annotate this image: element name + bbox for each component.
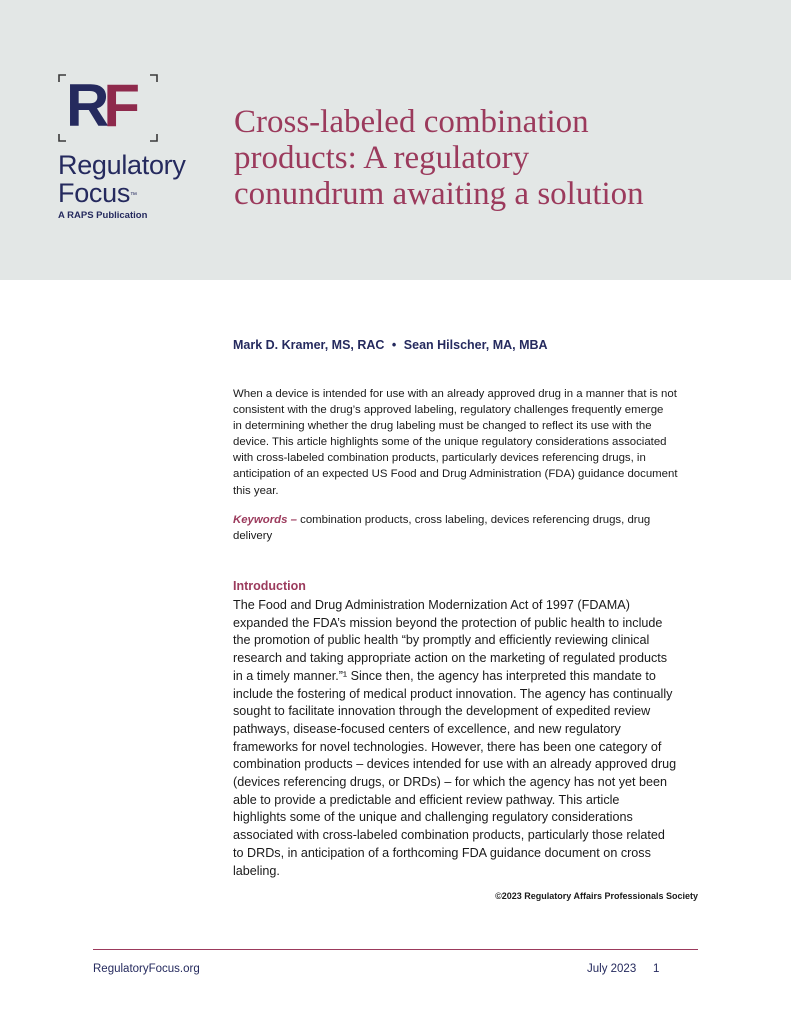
body-line: include the fostering of medical product innovation. The agency has continually bbox=[233, 686, 673, 701]
title-line: Cross-labeled combination bbox=[234, 104, 589, 140]
article-title bbox=[234, 104, 754, 212]
body-line: the promotion of public health “by promptly and efficiently reviewing clinical bbox=[233, 633, 650, 648]
keywords-line bbox=[233, 512, 703, 528]
introduction-body bbox=[233, 597, 713, 880]
logo-r-letter: R bbox=[66, 72, 104, 139]
body-line: highlights some of the unique and challenging regulatory considerations bbox=[233, 810, 633, 825]
body-line: combination products – devices intended for use with an already approved drug bbox=[233, 757, 677, 772]
abstract bbox=[233, 386, 703, 499]
abstract-line: anticipation of an expected US Food and Drug Administration (FDA) guidance document bbox=[233, 468, 678, 481]
body-line: to DRDs, in anticipation of a forthcoming FDA guidance document on cross bbox=[233, 845, 651, 860]
footer-date: July 2023 bbox=[587, 963, 637, 975]
abstract-line: with cross-labeled combination products, particularly devices referencing drugs, in bbox=[233, 452, 646, 465]
keywords bbox=[233, 512, 703, 544]
logo-tagline: A RAPS Publication bbox=[58, 210, 148, 221]
body-line: associated with cross-labeled combination products, particularly those related bbox=[233, 828, 665, 843]
body-line: pathways, disease-focused centers of excellence, and new regulatory bbox=[233, 721, 621, 736]
section-heading-introduction: Introduction bbox=[233, 579, 306, 593]
body-line: able to provide a predictable and efficient review pathway. This article bbox=[233, 792, 620, 807]
logo-focus-text: Focus bbox=[58, 178, 131, 208]
abstract-line: this year. bbox=[233, 484, 279, 497]
logo-name-regulatory: Regulatory bbox=[58, 150, 186, 180]
keywords-label: Keywords – bbox=[233, 514, 297, 526]
footer-site-link[interactable]: RegulatoryFocus.org bbox=[93, 963, 200, 975]
body-line: sought to facilitate innovation through the development of expedited review bbox=[233, 704, 651, 719]
page-number: 1 bbox=[653, 963, 660, 975]
logo-f-letter: F bbox=[103, 72, 134, 139]
title-line: conundrum awaiting a solution bbox=[234, 176, 644, 212]
logo-name-focus bbox=[58, 180, 137, 207]
logo-trademark: ™ bbox=[130, 192, 137, 199]
body-line: in a timely manner.”¹ Since then, the agency has interpreted this mandate to bbox=[233, 668, 656, 683]
header-banner bbox=[0, 0, 791, 280]
author-name: Sean Hilscher, MA, MBA bbox=[403, 338, 548, 352]
logo-rf-mark bbox=[66, 72, 134, 139]
abstract-line: in determining whether the drug labeling must be changed to reflect its use with the bbox=[233, 420, 652, 433]
title-line: products: A regulatory bbox=[234, 140, 530, 176]
body-line: research and taking appropriate action on the marketing of regulated products bbox=[233, 651, 668, 666]
body-line: labeling. bbox=[233, 863, 280, 878]
body-line: The Food and Drug Administration Modernization Act of 1997 (FDAMA) bbox=[233, 598, 630, 612]
regulatory-focus-logo bbox=[58, 74, 208, 224]
body-line: frameworks for novel technologies. However, there has been one category of bbox=[233, 739, 662, 754]
author-byline bbox=[233, 338, 548, 352]
abstract-line: consistent with the drug’s approved labeling, regulatory challenges frequently emerge bbox=[233, 404, 664, 417]
keywords-text: combination products, cross labeling, devices referencing drugs, drug bbox=[296, 514, 651, 526]
copyright-notice: ©2023 Regulatory Affairs Professionals Society bbox=[495, 891, 698, 901]
body-line: (devices referencing drugs, or DRDs) – for which the agency has not yet been bbox=[233, 775, 668, 790]
abstract-line: device. This article highlights some of the unique regulatory considerations associated bbox=[233, 436, 667, 449]
author-separator: • bbox=[391, 338, 397, 352]
keywords-line: delivery bbox=[233, 530, 273, 543]
abstract-line: When a device is intended for use with an already approved drug in a manner that is not bbox=[233, 388, 677, 400]
footer-divider bbox=[93, 949, 698, 950]
body-line: expanded the FDA’s mission beyond the protection of public health to include bbox=[233, 615, 663, 630]
author-name: Mark D. Kramer, MS, RAC bbox=[233, 338, 385, 352]
